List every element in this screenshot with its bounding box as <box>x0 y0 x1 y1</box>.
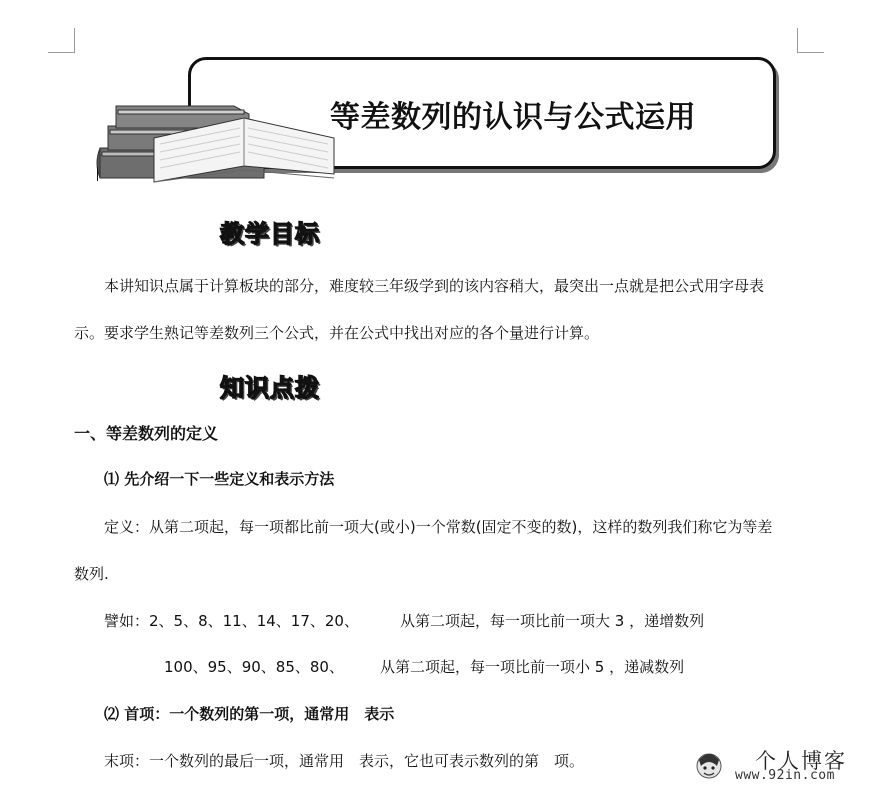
example-decreasing-description: 从第二项起，每一项比前一项小 5 ，递减数列 <box>380 658 685 676</box>
example-increasing-sequence: 譬如：2、5、8、11、14、17、20、 <box>104 612 359 630</box>
heading-definition: 一、等差数列的定义 <box>74 424 219 443</box>
text-cursor <box>97 167 98 181</box>
watermark-url: www.92in.com <box>735 768 835 783</box>
goals-paragraph-line-2: 示。要求学生熟记等差数列三个公式，并在公式中找出对应的各个量进行计算。 <box>74 324 600 342</box>
example-increasing-description: 从第二项起，每一项比前一项大 3 ，递增数列 <box>400 612 705 630</box>
section-heading-goals: 教学目标 <box>220 220 320 248</box>
crop-mark-top-right <box>797 28 824 53</box>
document-title: 等差数列的认识与公式运用 <box>330 100 696 135</box>
crop-mark-top-left <box>48 28 75 53</box>
subheading-first-term: ⑵ 首项：一个数列的第一项，通常用 表示 <box>104 705 395 723</box>
books-illustration-icon <box>94 96 344 188</box>
definition-line-1: 定义：从第二项起，每一项都比前一项大(或小)一个常数(固定不变的数)，这样的数列我们称它为等差 <box>104 518 773 536</box>
definition-line-2: 数列. <box>74 565 109 583</box>
watermark-text: 个人博客 <box>755 749 847 773</box>
goals-paragraph-line-1: 本讲知识点属于计算板块的部分，难度较三年级学到的该内容稍大，最突出一点就是把公式用字母表 <box>104 277 765 295</box>
last-term-line: 末项：一个数列的最后一项，通常用 表示，它也可表示数列的第 项。 <box>104 752 585 770</box>
example-decreasing-sequence: 100、95、90、85、80、 <box>164 658 344 676</box>
subheading-introduction: ⑴ 先介绍一下一些定义和表示方法 <box>104 470 335 488</box>
section-heading-knowledge: 知识点拨 <box>220 374 320 402</box>
